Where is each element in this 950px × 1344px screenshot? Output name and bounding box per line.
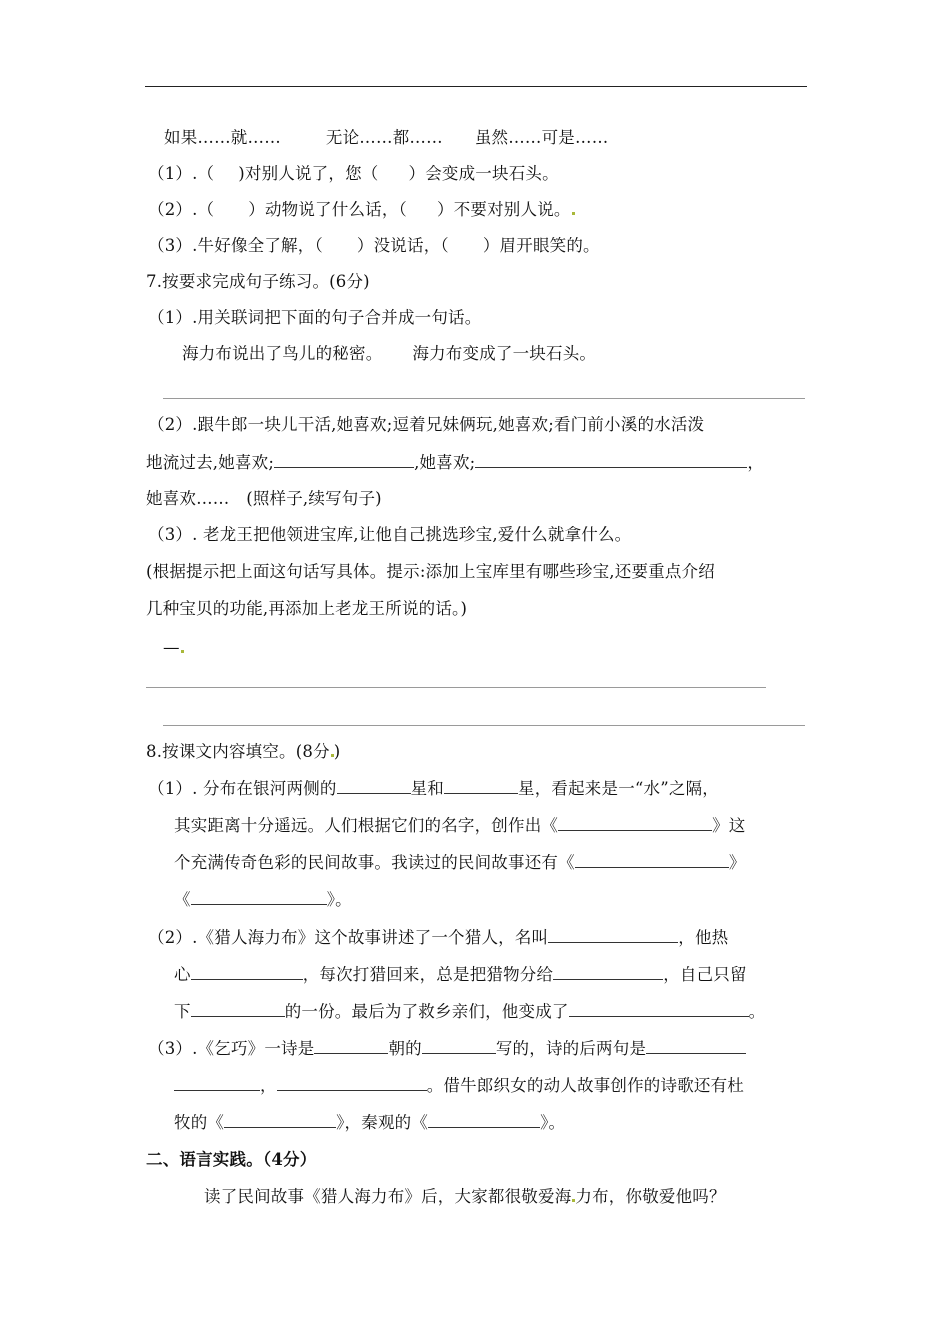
q8-part2-line1: （2）.《猎人海力布》这个故事讲述了一个猎人，名叫 ，他热 [148, 928, 729, 947]
q7-part1-instruction: （1）.用关联词把下面的句子合并成一句话。 [148, 308, 482, 327]
q7-part1-sentences: 海力布说出了鸟儿的秘密。 海力布变成了一块石头。 [182, 344, 597, 363]
q7-part3-dash: — [163, 636, 184, 660]
fill-blank[interactable] [558, 815, 712, 831]
q7-part3-hint-2: 几种宝贝的功能,再添加上老龙王所说的话。) [146, 599, 468, 618]
answer-line[interactable] [146, 687, 766, 688]
conjunction-3: 虽然……可是…… [474, 128, 609, 147]
fill-blank[interactable] [569, 1001, 749, 1017]
q7-part2-line3: 她喜欢…… (照样子,续写句子) [146, 489, 382, 508]
q8-part2-line2: 心 ，每次打猎回来，总是把猎物分给 ，自己只留 [174, 965, 747, 984]
conjunction-1: 如果……就…… [164, 128, 281, 147]
section2-text: 读了民间故事《猎人海力布》后，大家都很敬爱海 力布，你敬爱他吗？ [204, 1187, 726, 1206]
q7-part2-line1: （2）.跟牛郎一块儿干活,她喜欢;逗着兄妹俩玩,她喜欢;看门前小溪的水活泼 [148, 415, 705, 434]
fill-blank[interactable] [191, 1001, 285, 1017]
fill-blank[interactable] [475, 452, 747, 468]
conjunction-2: 无论……都…… [325, 128, 443, 147]
q7-title: 7.按要求完成句子练习。(6分) [146, 272, 370, 291]
fill-blank[interactable] [337, 778, 411, 794]
header-rule [145, 86, 807, 87]
q8-part1-line2: 其实距离十分遥远。人们根据它们的名字，创作出《 》这 [174, 816, 746, 835]
section2-title: 二、语言实践。（4分） [146, 1150, 317, 1169]
fill-blank[interactable] [428, 1112, 540, 1128]
fill-blank[interactable] [277, 1075, 427, 1091]
fill-blank[interactable] [274, 452, 414, 468]
conjunction-options [164, 126, 608, 150]
answer-line[interactable] [163, 398, 805, 399]
fill-blank[interactable] [314, 1038, 388, 1054]
q6-sentence-1: （1）.（ )对别人说了，您（ ）会变成一块石头。 [148, 164, 559, 183]
fill-blank[interactable] [548, 927, 678, 943]
answer-line[interactable] [163, 725, 805, 726]
fill-blank[interactable] [224, 1112, 336, 1128]
q8-part3-line3: 牧的《 》，秦观的《 》。 [174, 1113, 566, 1132]
q8-part3-line1: （3）.《乞巧》一诗是 朝的 写的，诗的后两句是 [148, 1037, 746, 1061]
q8-part3-line2: ， 。借牛郎织女的动人故事创作的诗歌还有杜 [174, 1074, 744, 1098]
ink-dot [181, 650, 184, 653]
q8-part2-line3: 下 的一份。最后为了救乡亲们，他变成了 。 [174, 1002, 766, 1021]
q8-part1-line1: （1）. 分布在银河两侧的 星和 星，看起来是一“水”之隔， [148, 779, 719, 798]
q6-sentence-2: （2）.（ ）动物说了什么话，（ ）不要对别人说。 [148, 198, 575, 222]
fill-blank[interactable] [646, 1038, 746, 1054]
fill-blank[interactable] [553, 964, 663, 980]
fill-blank[interactable] [191, 889, 327, 905]
fill-blank[interactable] [575, 852, 729, 868]
q8-part1-line3: 个充满传奇色彩的民间故事。我读过的民间故事还有《 》 [174, 853, 746, 872]
q6-sentence-3: （3）.牛好像全了解，（ ）没说话，（ ）眉开眼笑的。 [148, 236, 600, 255]
q8-title: 8.按课文内容填空。(8分 ) [146, 742, 341, 761]
q7-part2-line2: 地流过去,她喜欢; ,她喜欢; ， [146, 453, 765, 472]
q7-part3-line1: （3）. 老龙王把他领进宝库,让他自己挑选珍宝,爱什么就拿什么。 [148, 525, 632, 544]
fill-blank[interactable] [191, 964, 303, 980]
fill-blank[interactable] [444, 778, 518, 794]
ink-dot [572, 212, 575, 215]
fill-blank[interactable] [174, 1075, 260, 1091]
q7-part3-hint-1: (根据提示把上面这句话写具体。提示:添加上宝库里有哪些珍宝,还要重点介绍 [146, 562, 715, 581]
q8-part1-line4: 《 》。 [174, 890, 352, 909]
fill-blank[interactable] [422, 1038, 496, 1054]
